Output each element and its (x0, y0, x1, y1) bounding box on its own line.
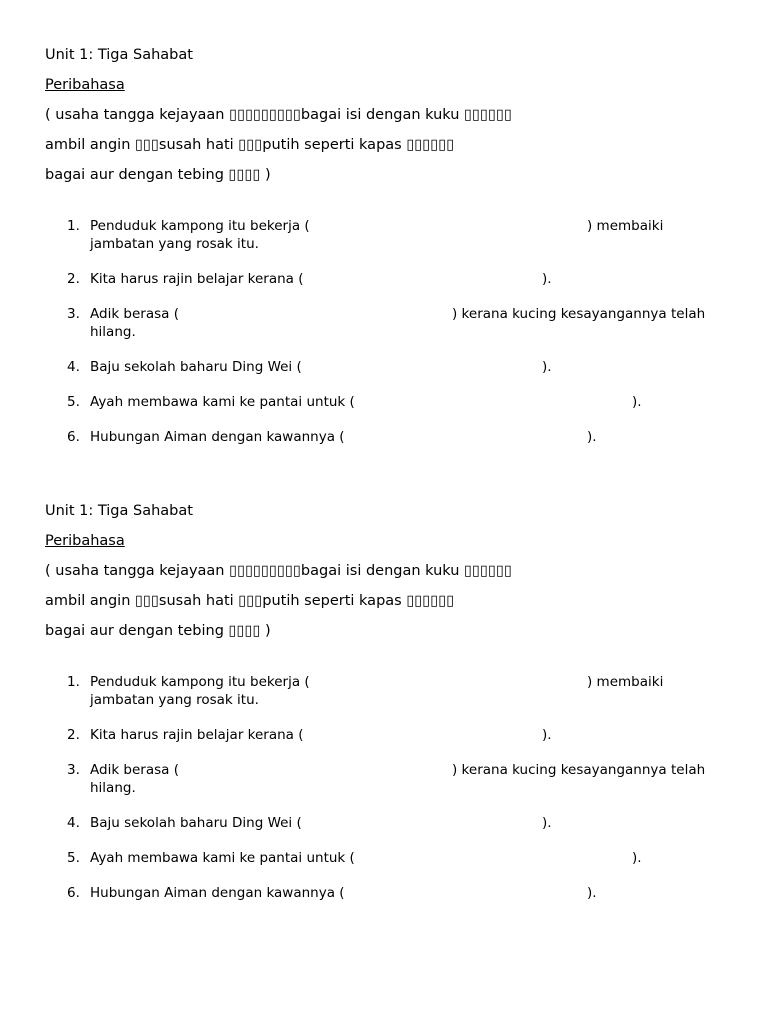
question-item (45, 305, 735, 341)
question-text-start: Kita harus rajin belajar kerana ( (90, 727, 304, 743)
unit-title: Unit 1: Tiga Sahabat (45, 47, 193, 63)
question-text-start: Hubungan Aiman dengan kawannya ( (90, 429, 345, 445)
proverb-line-2: ambil angin ▯▯▯susah hati ▯▯▯putih seperti kapas ▯▯▯▯▯▯ (45, 137, 455, 153)
question-number: 5. (67, 394, 80, 410)
question-item (45, 673, 735, 709)
question-text-end: ) kerana kucing kesayangannya telah (452, 306, 706, 322)
question-text-start: Baju sekolah baharu Ding Wei ( (90, 359, 302, 375)
question-item (45, 761, 735, 797)
question-item (45, 270, 735, 288)
question-number: 6. (67, 885, 80, 901)
question-text-end: ) membaiki (587, 218, 664, 234)
question-text-start: Ayah membawa kami ke pantai untuk ( (90, 850, 355, 866)
question-text-end: ). (542, 359, 552, 375)
worksheet-2 (45, 501, 735, 919)
question-text-end: ). (542, 815, 552, 831)
proverb-line-1: ( usaha tangga kejayaan ▯▯▯▯▯▯▯▯▯bagai isi dengan kuku ▯▯▯▯▯▯ (45, 107, 512, 123)
question-number: 1. (67, 674, 80, 690)
question-item (45, 726, 735, 744)
question-text-end: ). (542, 271, 552, 287)
question-number: 2. (67, 727, 80, 743)
proverb-line-1: ( usaha tangga kejayaan ▯▯▯▯▯▯▯▯▯bagai isi dengan kuku ▯▯▯▯▯▯ (45, 563, 512, 579)
question-text-start: Ayah membawa kami ke pantai untuk ( (90, 394, 355, 410)
subheading-peribahasa: Peribahasa (45, 533, 125, 549)
question-number: 4. (67, 359, 80, 375)
question-text-wrap: hilang. (90, 780, 136, 796)
question-text-start: Penduduk kampong itu bekerja ( (90, 674, 310, 690)
question-number: 2. (67, 271, 80, 287)
question-text-end: ) membaiki (587, 674, 664, 690)
question-number: 6. (67, 429, 80, 445)
proverb-line-3: bagai aur dengan tebing ▯▯▯▯ ) (45, 623, 271, 639)
question-number: 3. (67, 306, 80, 322)
proverb-line-3: bagai aur dengan tebing ▯▯▯▯ ) (45, 167, 271, 183)
question-number: 4. (67, 815, 80, 831)
question-item (45, 217, 735, 253)
question-number: 1. (67, 218, 80, 234)
question-item (45, 393, 735, 411)
proverb-line-2: ambil angin ▯▯▯susah hati ▯▯▯putih seperti kapas ▯▯▯▯▯▯ (45, 593, 455, 609)
question-item (45, 849, 735, 867)
question-text-start: Kita harus rajin belajar kerana ( (90, 271, 304, 287)
question-text-end: ). (587, 885, 597, 901)
question-text-end: ). (542, 727, 552, 743)
worksheet-1 (45, 45, 735, 463)
question-item (45, 428, 735, 446)
question-item (45, 884, 735, 902)
question-list (45, 217, 735, 446)
question-text-end: ) kerana kucing kesayangannya telah (452, 762, 706, 778)
question-text-wrap: jambatan yang rosak itu. (90, 692, 259, 708)
question-text-end: ). (632, 394, 642, 410)
question-item (45, 814, 735, 832)
question-text-start: Adik berasa ( (90, 306, 179, 322)
question-text-wrap: jambatan yang rosak itu. (90, 236, 259, 252)
unit-title: Unit 1: Tiga Sahabat (45, 503, 193, 519)
question-number: 5. (67, 850, 80, 866)
question-number: 3. (67, 762, 80, 778)
question-item (45, 358, 735, 376)
question-text-start: Adik berasa ( (90, 762, 179, 778)
question-text-start: Baju sekolah baharu Ding Wei ( (90, 815, 302, 831)
question-list (45, 673, 735, 902)
question-text-start: Penduduk kampong itu bekerja ( (90, 218, 310, 234)
question-text-end: ). (632, 850, 642, 866)
question-text-start: Hubungan Aiman dengan kawannya ( (90, 885, 345, 901)
question-text-wrap: hilang. (90, 324, 136, 340)
subheading-peribahasa: Peribahasa (45, 77, 125, 93)
question-text-end: ). (587, 429, 597, 445)
